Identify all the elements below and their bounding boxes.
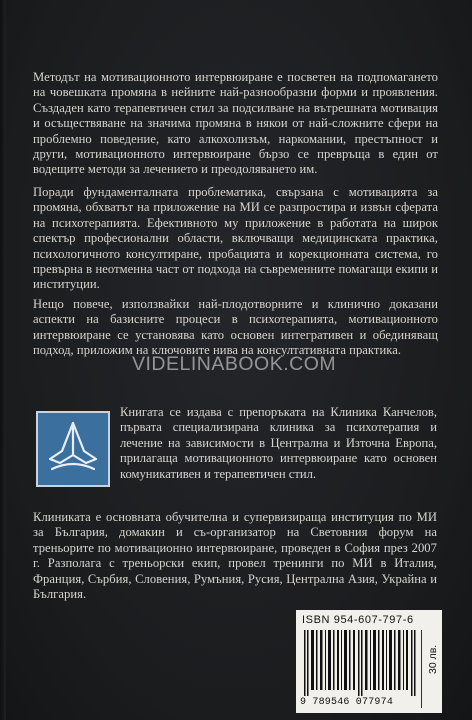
clinic-hands-logo-icon xyxy=(38,413,108,485)
isbn-text: ISBN 954-607-797-6 xyxy=(302,614,414,626)
ean-digits: 9 789546 077974 xyxy=(300,697,394,708)
clinic-description: Клиниката е основната обучителна и супервизираща институция по МИ за България, домакин и съ-организатор на Световния форум на треньорите по мотивационно интервюиране, проведен в София през 2007 г. Разполага с треньорски екип, провел тренинги по МИ в Италия, Франция, Сърбия, Словения, Румъния, Русия, Централна Азия, Украйна и България. xyxy=(33,510,437,602)
publisher-note: Книгата се издава с препоръката на Клиника Канчелов, първата специализирана клиника за психотерапия и лечение на зависимости в Централна и Източна Европа, прилагаща мотивационното интервюиране като основен комуникативен и терапевтичен стил. xyxy=(120,405,437,481)
description-paragraph-2: Поради фундаменталната проблематика, свързана с мотивацията за промяна, обхватът на приложение на МИ се разпростира и извън сферата на психотерапията. Ефективното му приложение в работата на широк спектър професионални области, включващи медицинската практика, психологичното консултиране, пробацията и корекционната система, го превърна в неотменна част от подхода на съвременните помагащи екипи и институции. xyxy=(33,185,438,292)
description-paragraph-3: Нещо повече, използвайки най-плодотворните и клинично доказани аспекти на базисните процеси в психотерапията, мотивационното интервюиране се установява като основен интегративен и обединяващ подход, приложим на ключовите нива на консултативната практика. xyxy=(33,297,438,358)
watermark-text: VIDELINABOOK.COM xyxy=(132,353,337,375)
price-label: 30 лв. xyxy=(427,644,439,674)
spine-edge xyxy=(0,0,6,720)
barcode-label xyxy=(296,610,442,713)
description-paragraph-1: Методът на мотивационното интервюиране е посветен на подпомагането на човешката промяна в нейните най-разнообразни форми и проявления. Създаден като терапевтичен стил за подсилване на вътрешната мотивация и осъществяване на значима промяна в някои от най-сложните сфери на проблемно поведение, като алкохолизъм, наркомании, престъпност и други, мотивационното интервюиране бързо се превръща в един от водещите методи за лечението и преодоляването им. xyxy=(33,70,438,177)
price-divider xyxy=(421,630,422,708)
barcode-bars-icon xyxy=(302,630,418,696)
clinic-logo xyxy=(36,411,110,487)
